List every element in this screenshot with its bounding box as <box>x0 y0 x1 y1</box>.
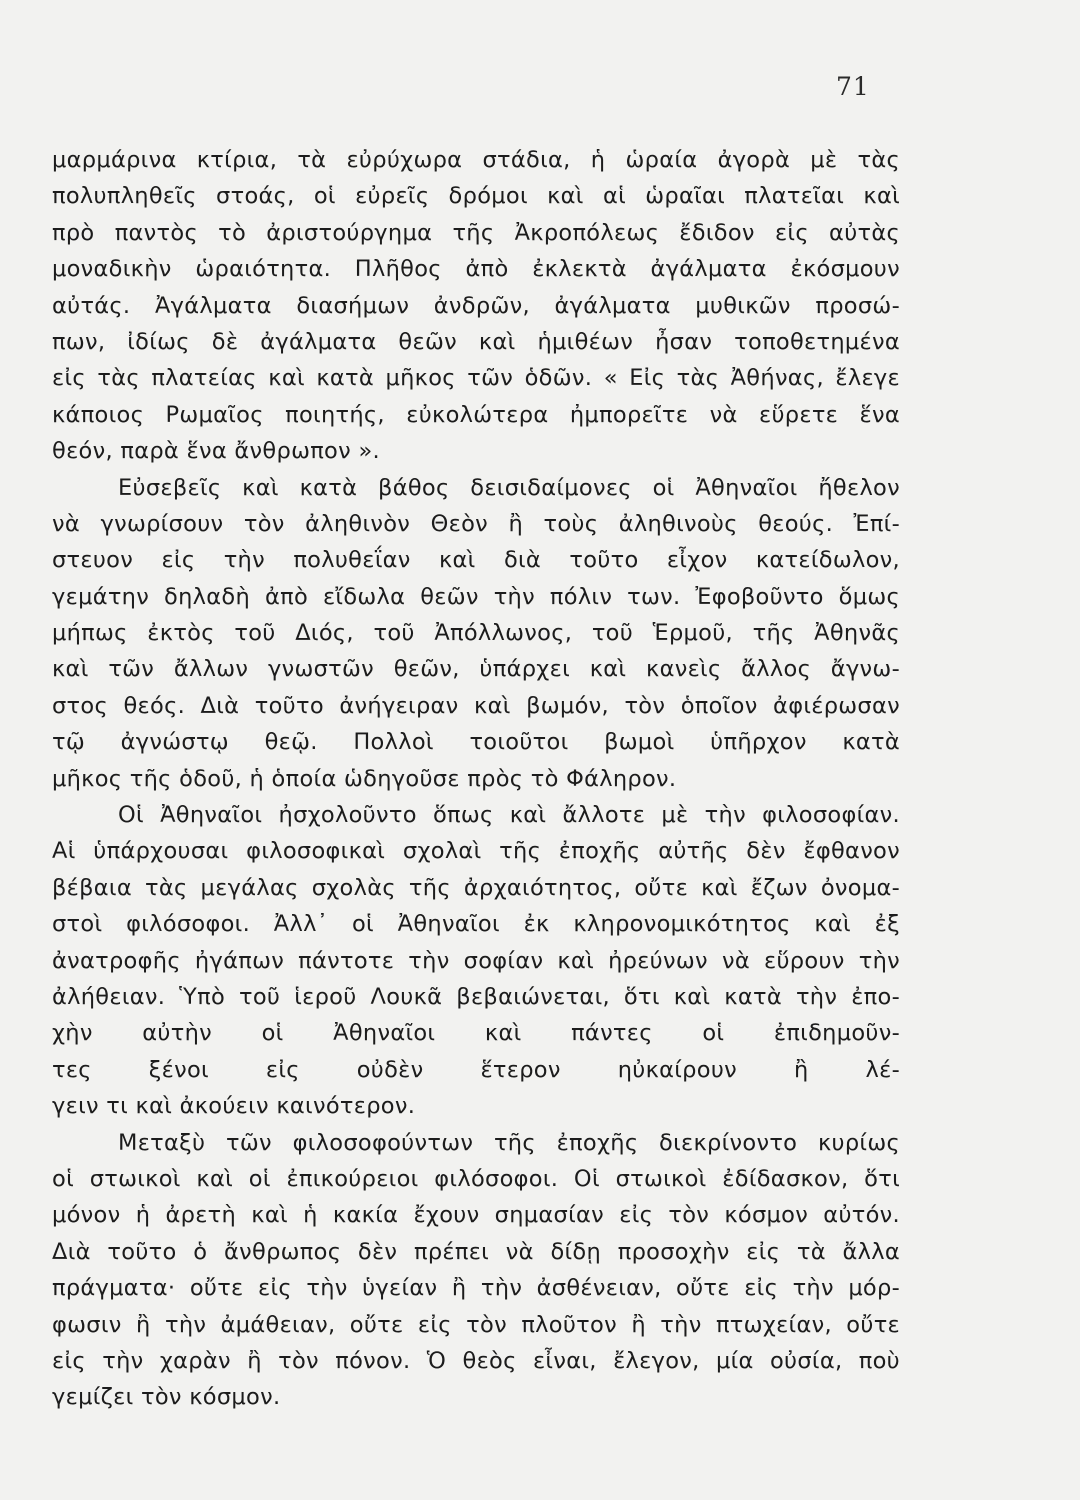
text-line: στοὶ φιλόσοφοι. Ἀλλ᾽ οἱ Ἀθηναῖοι ἐκ κληρονομικότητος καὶ ἐξ <box>52 911 900 938</box>
text-line: Μεταξὺ τῶν φιλοσοφούντων τῆς ἐποχῆς διεκρίνοντο κυρίως <box>118 1129 900 1156</box>
text-line: πων, ἰδίως δὲ ἀγάλματα θεῶν καὶ ἡμιθέων ἦσαν τοποθετημένα <box>52 328 900 355</box>
text-line: τες ξένοι εἰς οὐδὲν ἕτερον ηὐκαίρουν ἢ λέ- <box>52 1056 900 1083</box>
text-line: Αἱ ὑπάρχουσαι φιλοσοφικαὶ σχολαὶ τῆς ἐποχῆς αὐτῆς δὲν ἔφθανον <box>52 838 900 865</box>
text-line: μοναδικὴν ὡραιότητα. Πλῆθος ἀπὸ ἐκλεκτὰ ἀγάλματα ἐκόσμουν <box>52 256 900 283</box>
text-line: Εὐσεβεῖς καὶ κατὰ βάθος δεισιδαίμονες οἱ Ἀθηναῖοι ἤθελον <box>118 474 900 501</box>
text-line: μαρμάρινα κτίρια, τὰ εὐρύχωρα στάδια, ἡ ὡραία ἀγορὰ μὲ τὰς <box>52 147 900 173</box>
text-line: εἰς τὰς πλατείας καὶ κατὰ μῆκος τῶν ὁδῶν. « Εἰς τὰς Ἀθήνας, ἔλεγε <box>52 365 900 392</box>
text-line: Διὰ τοῦτο ὁ ἄνθρωπος δὲν πρέπει νὰ δίδῃ προσοχὴν εἰς τὰ ἄλλα <box>52 1238 900 1265</box>
text-line: χὴν αὐτὴν οἱ Ἀθηναῖοι καὶ πάντες οἱ ἐπιδημοῦν- <box>52 1020 900 1047</box>
text-line: ἀνατροφῆς ἠγάπων πάντοτε τὴν σοφίαν καὶ ἠρεύνων νὰ εὕρουν τὴν <box>52 947 900 974</box>
text-line: τῷ ἀγνώστῳ θεῷ. Πολλοὶ τοιοῦτοι βωμοὶ ὑπῆρχον κατὰ <box>52 729 900 756</box>
text-line: στευον εἰς τὴν πολυθεΐαν καὶ διὰ τοῦτο εἶχον κατείδωλον, <box>52 547 900 574</box>
text-line: μήπως ἐκτὸς τοῦ Διός, τοῦ Ἀπόλλωνος, τοῦ Ἑρμοῦ, τῆς Ἀθηνᾶς <box>52 620 900 647</box>
text-line: ἀλήθειαν. Ὑπὸ τοῦ ἱεροῦ Λουκᾶ βεβαιώνεται, ὅτι καὶ κατὰ τὴν ἐπο- <box>52 983 900 1010</box>
text-line: εἰς τὴν χαρὰν ἢ τὸν πόνον. Ὁ θεὸς εἶναι, ἔλεγον, μία οὐσία, ποὺ <box>52 1347 900 1374</box>
text-line: οἱ στωικοὶ καὶ οἱ ἐπικούρειοι φιλόσοφοι. Οἱ στωικοὶ ἐδίδασκον, ὅτι <box>52 1165 900 1192</box>
text-line: γειν τι καὶ ἀκούειν καινότερον. <box>52 1093 416 1120</box>
text-line: πρὸ παντὸς τὸ ἀριστούργημα τῆς Ἀκροπόλεως ἔδιδον εἰς αὐτὰς <box>52 219 900 246</box>
text-line: πράγματα· οὔτε εἰς τὴν ὑγείαν ἢ τὴν ἀσθένειαν, οὔτε εἰς τὴν μόρ- <box>52 1275 900 1302</box>
text-line: νὰ γνωρίσουν τὸν ἀληθινὸν Θεὸν ἢ τοὺς ἀληθινοὺς θεούς. Ἐπί- <box>52 510 900 537</box>
text-line: μόνον ἡ ἀρετὴ καὶ ἡ κακία ἔχουν σημασίαν εἰς τὸν κόσμον αὐτόν. <box>52 1202 900 1229</box>
text-line: μῆκος τῆς ὁδοῦ, ἡ ὁποία ὡδηγοῦσε πρὸς τὸ Φάληρον. <box>52 765 677 792</box>
text-line: αὐτάς. Ἀγάλματα διασήμων ἀνδρῶν, ἀγάλματα μυθικῶν προσώ- <box>52 292 900 319</box>
text-line: πολυπληθεῖς στοάς, οἱ εὐρεῖς δρόμοι καὶ αἱ ὡραῖαι πλατεῖαι καὶ <box>52 183 900 210</box>
body-text <box>52 142 900 1416</box>
text-line: γεμάτην δηλαδὴ ἀπὸ εἴδωλα θεῶν τὴν πόλιν των. Ἐφοβοῦντο ὅμως <box>52 583 900 610</box>
text-line: καὶ τῶν ἄλλων γνωστῶν θεῶν, ὑπάρχει καὶ κανεὶς ἄλλος ἄγνω- <box>52 656 900 683</box>
text-line: κάποιος Ρωμαῖος ποιητής, εὐκολώτερα ἠμπορεῖτε νὰ εὕρετε ἕνα <box>52 401 900 428</box>
page-number: 71 <box>836 72 870 101</box>
text-line: θεόν, παρὰ ἕνα ἄνθρωπον ». <box>52 438 380 465</box>
text-line: γεμίζει τὸν κόσμον. <box>52 1384 281 1411</box>
text-line: Οἱ Ἀθηναῖοι ἠσχολοῦντο ὅπως καὶ ἄλλοτε μὲ τὴν φιλοσοφίαν. <box>118 802 900 829</box>
text-line: στος θεός. Διὰ τοῦτο ἀνήγειραν καὶ βωμόν, τὸν ὁποῖον ἀφιέρωσαν <box>52 692 900 719</box>
text-line: φωσιν ἢ τὴν ἀμάθειαν, οὔτε εἰς τὸν πλοῦτον ἢ τὴν πτωχείαν, οὔτε <box>52 1311 900 1338</box>
text-line: βέβαια τὰς μεγάλας σχολὰς τῆς ἀρχαιότητος, οὔτε καὶ ἔζων ὀνομα- <box>52 874 900 901</box>
